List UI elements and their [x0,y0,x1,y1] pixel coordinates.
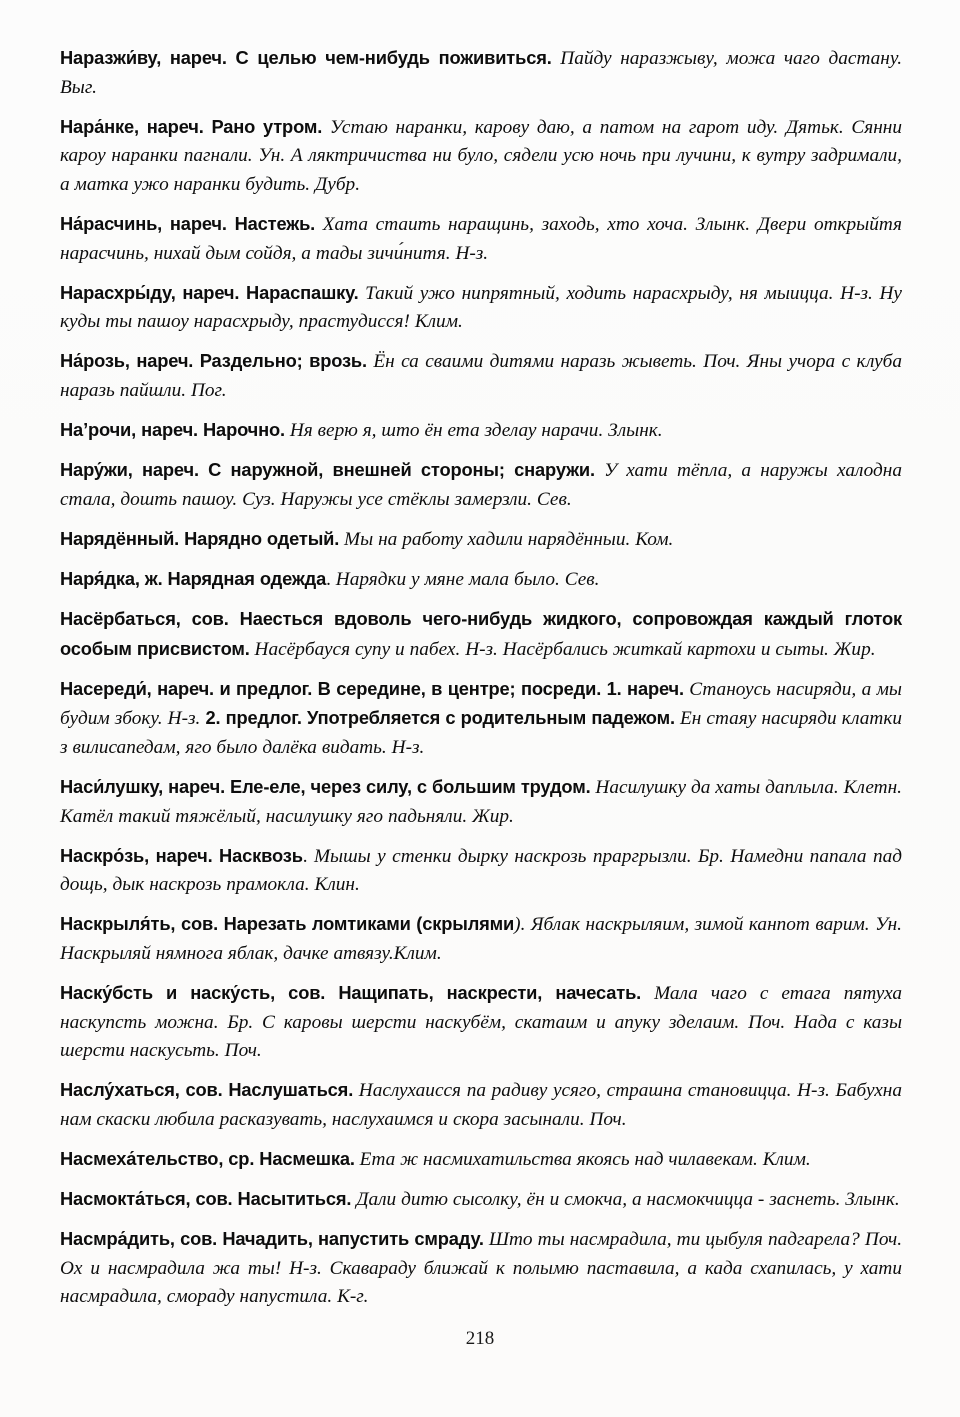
entry-example: Насёрбауся супу и пабех. Н-з. Насёрбались житкай картохи и сыты. Жир. [254,638,876,660]
entry-example: Што ты насмрадила, ти цыбуля падгарела? Поч. Ох и насмрадила жа ты! Н-з. Скавараду ближай к полымю паставила, а када схапилась, у хати насмрадила, смораду напустила. К-г. [60,1229,903,1308]
dictionary-entry [60,910,902,968]
entry-headword: Нарядённый. Нарядно одетый. [60,527,340,549]
dictionary-entry [60,842,902,900]
dictionary-entry [60,979,902,1066]
entry-headword: Нару́жи, нареч. С наружной, внешней стороны; снаружи. [60,459,595,481]
entry-headword: Насмра́дить, сов. Начадить, напустить смраду. [60,1228,484,1250]
dictionary-entry [60,565,902,595]
dictionary-entry [60,347,902,405]
entry-example: Такий ужо нипрятный, ходить нарасхрыду, ня мыицца. Н-з. Ну куды ты пашоу нарасхрыду, прастудисся! Клим. [60,282,902,333]
dictionary-entry [60,773,902,831]
entry-example: Устаю наранки, карову даю, а патом на гарот иду. Дятьк. Сянни кароу наранки пагнали. Ун. А ляктричиства ни було, сядели усю ночь при лучини, к вутру задримали, а матка ужо наранки будить. Дубр. [60,116,902,195]
entry-example: Мала чаго с етага пятуха наскупсть можна. Бр. С каровы шерсти наскубём, скатаим и апуку зделаим. Поч. Нада с казы шерсти наскусьть. Поч. [60,983,903,1062]
entry-headword: Наразжи́ву, нареч. С целью чем-нибудь поживиться. [60,47,552,68]
dictionary-entry [60,675,902,763]
page-number: 218 [465,1328,495,1349]
dictionary-entry [60,1185,902,1215]
entry-headword: Насмеха́тельство, ср. Насмешка. [60,1148,355,1169]
entry-example: Наслухаисся па радиву усяго, страшна становицца. Н-з. Бабухна нам скаски любила расказувать, наслухаимся и скора засынали. Поч. [60,1080,903,1130]
entry-example: У хати тёпла, а наружы халодна стала, дошть пашоу. Суз. Наружы усе стёклы замерзли. Сев. [60,460,902,510]
entry-headword: Нара́нке, нареч. Рано утром. [60,115,323,137]
entry-example: Станоусь насиряди, а мы будим збоку. Н-з. [60,678,902,730]
entry-example: Нарядки у мяне мала было. Сев. [335,568,600,590]
entry-headword-tail: ). [514,914,526,936]
dictionary-entry [60,456,902,514]
entry-headword: Наскрыля́ть, сов. Нарезать ломтиками (скрылями [60,913,515,935]
entry-example: Пайду наразжыву, можа чаго дастану. Выг. [60,48,903,98]
entry-headword: Наси́лушку, нареч. Еле-еле, через силу, с большим трудом. [60,775,591,797]
entry-headword: Наскро́зь, нареч. Насквозь [60,844,303,866]
dictionary-entry [60,279,902,337]
entry-sense-label: 2. предлог. Употребляется с родительным падежом. [205,707,675,729]
entry-headword: Насёрбаться, сов. Наесться вдоволь чего-нибудь жидкого, сопровождая каждый глоток особым присвистом. [60,608,902,659]
entry-example: Ён са сваими дитями наразь жыветь. Поч. Яны учора с клуба наразь пайшли. Пог. [60,351,902,401]
entry-headword: Наску́бсть и наску́сть, сов. Нащипать, наскрести, начесать. [60,982,642,1004]
dictionary-entry [60,525,902,555]
entry-headword: Нарасхры́ду, нареч. Нараспашку. [60,281,359,303]
dictionary-entry [60,1145,902,1175]
entry-example: Ня верю я, што ён ета зделау нарачи. Злынк. [289,420,663,442]
entry-example: Ета ж насмихатильства якоясь над чилавекам. Клим. [359,1149,811,1170]
entry-example: Насилушку да хаты даплыла. Клетн. Катёл такий тяжёлый, насилушку яго падьняли. Жир. [60,776,902,827]
dictionary-entry [60,44,902,102]
dictionary-entries-column [60,44,902,1312]
entry-headword: На’рочи, нареч. Нарочно. [60,419,285,441]
entry-headword: На́розь, нареч. Раздельно; врозь. [60,350,367,372]
dictionary-entry [60,1225,902,1312]
dictionary-entry [60,1076,902,1134]
entry-example: Яблак наскрыляим, зимой канпот варим. Ун. Наскрыляй нямнога яблак, дачке атвязу.Клим. [60,914,902,964]
dictionary-entry [60,210,902,268]
entry-example: Хата стаить наращинь, заходь, хто хоча. Злынк. Двери открыйтя нарасчинь, нихай дым сойдя, а тады зичи́нитя. Н-з. [60,213,902,264]
entry-example: Мы на работу хадили нарядённыи. Ком. [344,528,674,550]
entry-example: Ен стаяу насиряди клатки з вилисапедам, яго было далёка видать. Н-з. [60,708,902,758]
dictionary-entry [60,113,902,200]
entry-headword: Насереди́, нареч. и предлог. В середине, в центре; посреди. 1. нареч. [60,677,684,699]
entry-headword: На́расчинь, нареч. Настежь. [60,212,316,234]
entry-headword: Наря́дка, ж. Нарядная одежда [60,567,327,589]
dictionary-entry [60,605,902,664]
entry-headword-tail: . [302,845,308,867]
entry-headword: Наслу́хаться, сов. Наслушаться. [60,1079,354,1101]
entry-example: Дали дитю сысолку, ён и смокча, а насмокчицца - заснеть. Злынк. [356,1189,900,1211]
entry-headword: Насмокта́ться, сов. Насытиться. [60,1188,352,1210]
entry-headword-tail: . [326,568,331,590]
dictionary-entry [60,416,902,446]
entry-example: Мышы у стенки дырку наскрозь праргрызли. Бр. Намедни папала пад дощь, дык наскрозь прамокла. Клин. [60,845,902,896]
